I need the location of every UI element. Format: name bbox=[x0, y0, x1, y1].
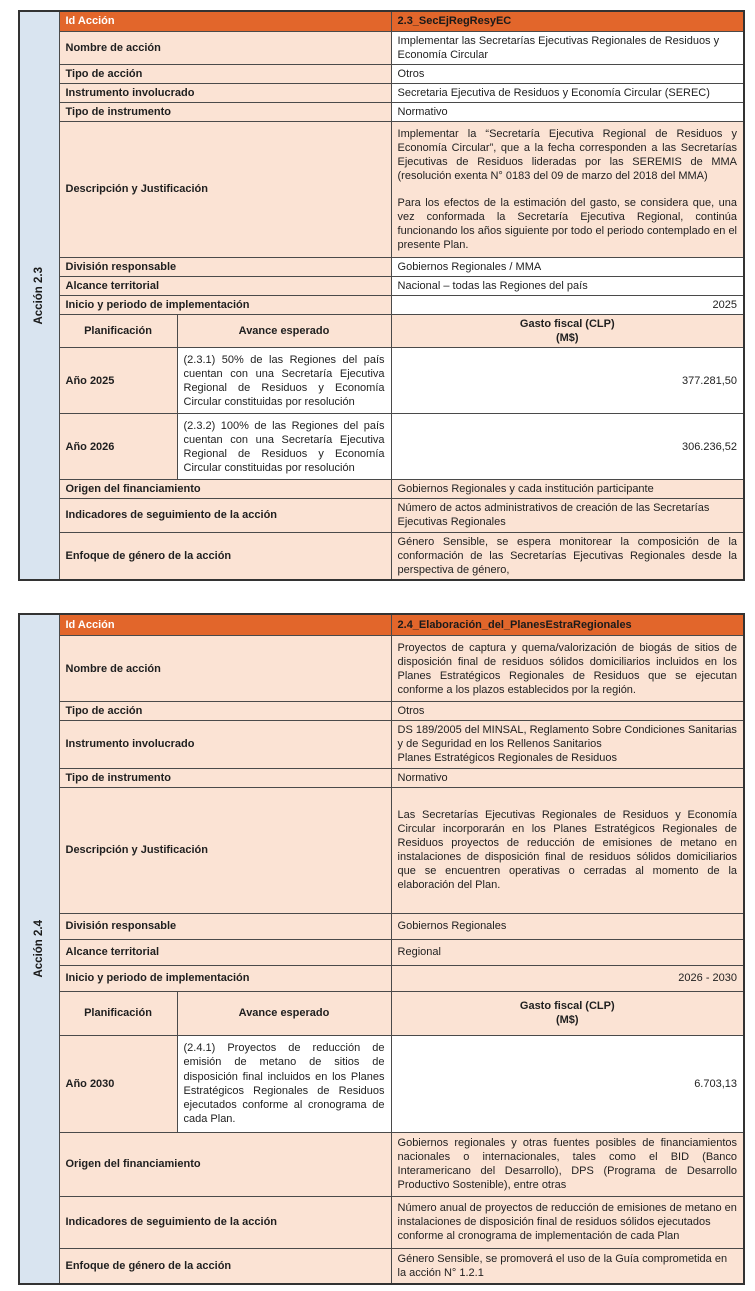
division-label: División responsable bbox=[59, 913, 391, 939]
anio-2026-label: Año 2026 bbox=[59, 414, 177, 480]
nombre-accion-value: Implementar las Secretarías Ejecutivas Regionales de Residuos y Economía Circular bbox=[391, 31, 744, 64]
gasto-fiscal-header-line1: Gasto fiscal (CLP) bbox=[519, 318, 615, 331]
origen-value: Gobiernos Regionales y cada institución participante bbox=[391, 480, 744, 499]
anio-2025-label: Año 2025 bbox=[59, 348, 177, 414]
alcance-label: Alcance territorial bbox=[59, 276, 391, 295]
inicio-value: 2026 - 2030 bbox=[391, 965, 744, 991]
id-accion-value: 2.3_SecEjRegResyEC bbox=[391, 11, 744, 31]
instrumento-line2: Planes Estratégicos Regionales de Residuos bbox=[397, 752, 618, 765]
anio-2030-avance: (2.4.1) Proyectos de reducción de emisión de metano de sitios de disposición final incluidos en los Planes Estratégicos Regionales de Residuos ejecutados conforme al cronograma de cada Plan. bbox=[177, 1035, 391, 1132]
instrumento-line1: DS 189/2005 del MINSAL, Reglamento Sobre Condiciones Sanitarias y de Seguridad en los Rellenos Sanitarios bbox=[397, 724, 737, 751]
gasto-fiscal-header-line2: (M$) bbox=[555, 332, 579, 345]
division-label: División responsable bbox=[59, 257, 391, 276]
gasto-fiscal-header bbox=[391, 315, 744, 348]
descripcion-label: Descripción y Justificación bbox=[59, 121, 391, 257]
indicadores-value: Número de actos administrativos de creación de las Secretarías Ejecutivas Regionales bbox=[391, 499, 744, 532]
anio-2025-gasto: 377.281,50 bbox=[391, 348, 744, 414]
alcance-value: Regional bbox=[391, 939, 744, 965]
anio-2026-avance: (2.3.2) 100% de las Regiones del país cuentan con una Secretaría Ejecutiva Regional de Residuos y Economía Circular constituidas por resolución bbox=[177, 414, 391, 480]
id-accion-label: Id Acción bbox=[59, 614, 391, 636]
inicio-label: Inicio y periodo de implementación bbox=[59, 965, 391, 991]
enfoque-value: Género Sensible, se espera monitorear la composición de la conformación de las Secretarías Ejecutivas Regionales desde la perspectiva de género, bbox=[391, 532, 744, 580]
action-band-label: Acción 2.3 bbox=[32, 266, 45, 325]
id-accion-value: 2.4_Elaboración_del_PlanesEstraRegionales bbox=[391, 614, 744, 636]
planificacion-header: Planificación bbox=[59, 991, 177, 1035]
instrumento-label: Instrumento involucrado bbox=[59, 83, 391, 102]
tipo-accion-label: Tipo de acción bbox=[59, 64, 391, 83]
action-band-2-3 bbox=[19, 11, 59, 580]
inicio-value: 2025 bbox=[391, 296, 744, 315]
anio-2026-gasto: 306.236,52 bbox=[391, 414, 744, 480]
nombre-accion-label: Nombre de acción bbox=[59, 636, 391, 702]
anio-2030-gasto: 6.703,13 bbox=[391, 1035, 744, 1132]
action-band-2-4 bbox=[19, 614, 59, 1284]
instrumento-value: Secretaria Ejecutiva de Residuos y Economía Circular (SEREC) bbox=[391, 83, 744, 102]
gasto-fiscal-header-line1: Gasto fiscal (CLP) bbox=[519, 1000, 615, 1013]
tipo-instrumento-label: Tipo de instrumento bbox=[59, 102, 391, 121]
origen-value: Gobiernos regionales y otras fuentes posibles de financiamientos nacionales o internacionales, tales como el BID (Banco Interamericano del Desarrollo), DPS (Programa de Desarrollo Productivo Sostenible), entre otras bbox=[391, 1132, 744, 1196]
descripcion-value: Las Secretarías Ejecutivas Regionales de Residuos y Economía Circular incorporarán en los Planes Estratégicos Regionales de Residuos proyectos de reducción de emisiones de metano en instalaciones de disposición final de residuos sólidos domiciliarios que se encuentren operativas o cerradas al momento de la elaboración del Plan. bbox=[391, 787, 744, 913]
indicadores-value: Número anual de proyectos de reducción de emisiones de metano en instalaciones de disposición final de residuos sólidos ejecutados conforme al cronograma de implementación de cada Plan bbox=[391, 1196, 744, 1248]
tipo-instrumento-label: Tipo de instrumento bbox=[59, 768, 391, 787]
tipo-accion-value: Otros bbox=[391, 702, 744, 721]
nombre-accion-label: Nombre de acción bbox=[59, 31, 391, 64]
tipo-instrumento-value: Normativo bbox=[391, 768, 744, 787]
action-band-label: Acción 2.4 bbox=[32, 920, 45, 978]
gasto-fiscal-header bbox=[391, 991, 744, 1035]
tipo-accion-label: Tipo de acción bbox=[59, 702, 391, 721]
origen-label: Origen del financiamiento bbox=[59, 1132, 391, 1196]
enfoque-label: Enfoque de género de la acción bbox=[59, 532, 391, 580]
anio-2030-label: Año 2030 bbox=[59, 1035, 177, 1132]
origen-label: Origen del financiamiento bbox=[59, 480, 391, 499]
gasto-fiscal-header-line2: (M$) bbox=[555, 1014, 579, 1027]
alcance-value: Nacional – todas las Regiones del país bbox=[391, 276, 744, 295]
descripcion-paragraph-2: Para los efectos de la estimación del gasto, se considera que, una vez conformada la Secretaría Ejecutiva Regional, continúa funcionando los años siguiente por todo el periodo contemplado en el presente Plan. bbox=[397, 196, 738, 252]
descripcion-value bbox=[391, 121, 744, 257]
descripcion-paragraph-1: Implementar la “Secretaría Ejecutiva Regional de Residuos y Economía Circular”, que a la fecha corresponden a las Secretarías Ejecutivas de Residuos lideradas por las SEREMIS de MMA (resolución exenta N° 0183 del 09 de marzo del 2018 del MMA) bbox=[397, 127, 738, 182]
enfoque-value: Género Sensible, se promoverá el uso de la Guía comprometida en la acción N° 1.2.1 bbox=[391, 1248, 744, 1284]
action-table-2-4 bbox=[18, 613, 745, 1285]
tipo-accion-value: Otros bbox=[391, 64, 744, 83]
division-value: Gobiernos Regionales / MMA bbox=[391, 257, 744, 276]
nombre-accion-value: Proyectos de captura y quema/valorización de biogás de sitios de disposición final de residuos sólidos domiciliarios incluidos en los Planes Estratégicos Regionales de Residuos que se ejecutan conforme a los plazos establecidos por la región. bbox=[391, 636, 744, 702]
action-table-2-3 bbox=[18, 10, 745, 581]
id-accion-label: Id Acción bbox=[59, 11, 391, 31]
anio-2025-avance: (2.3.1) 50% de las Regiones del país cuentan con una Secretaría Ejecutiva Regional de Residuos y Economía Circular constituidas por resolución bbox=[177, 348, 391, 414]
instrumento-value bbox=[391, 721, 744, 768]
tipo-instrumento-value: Normativo bbox=[391, 102, 744, 121]
indicadores-label: Indicadores de seguimiento de la acción bbox=[59, 1196, 391, 1248]
planificacion-header: Planificación bbox=[59, 315, 177, 348]
inicio-label: Inicio y periodo de implementación bbox=[59, 296, 391, 315]
division-value: Gobiernos Regionales bbox=[391, 913, 744, 939]
avance-esperado-header: Avance esperado bbox=[177, 315, 391, 348]
avance-esperado-header: Avance esperado bbox=[177, 991, 391, 1035]
alcance-label: Alcance territorial bbox=[59, 939, 391, 965]
indicadores-label: Indicadores de seguimiento de la acción bbox=[59, 499, 391, 532]
descripcion-label: Descripción y Justificación bbox=[59, 787, 391, 913]
enfoque-label: Enfoque de género de la acción bbox=[59, 1248, 391, 1284]
instrumento-label: Instrumento involucrado bbox=[59, 721, 391, 768]
